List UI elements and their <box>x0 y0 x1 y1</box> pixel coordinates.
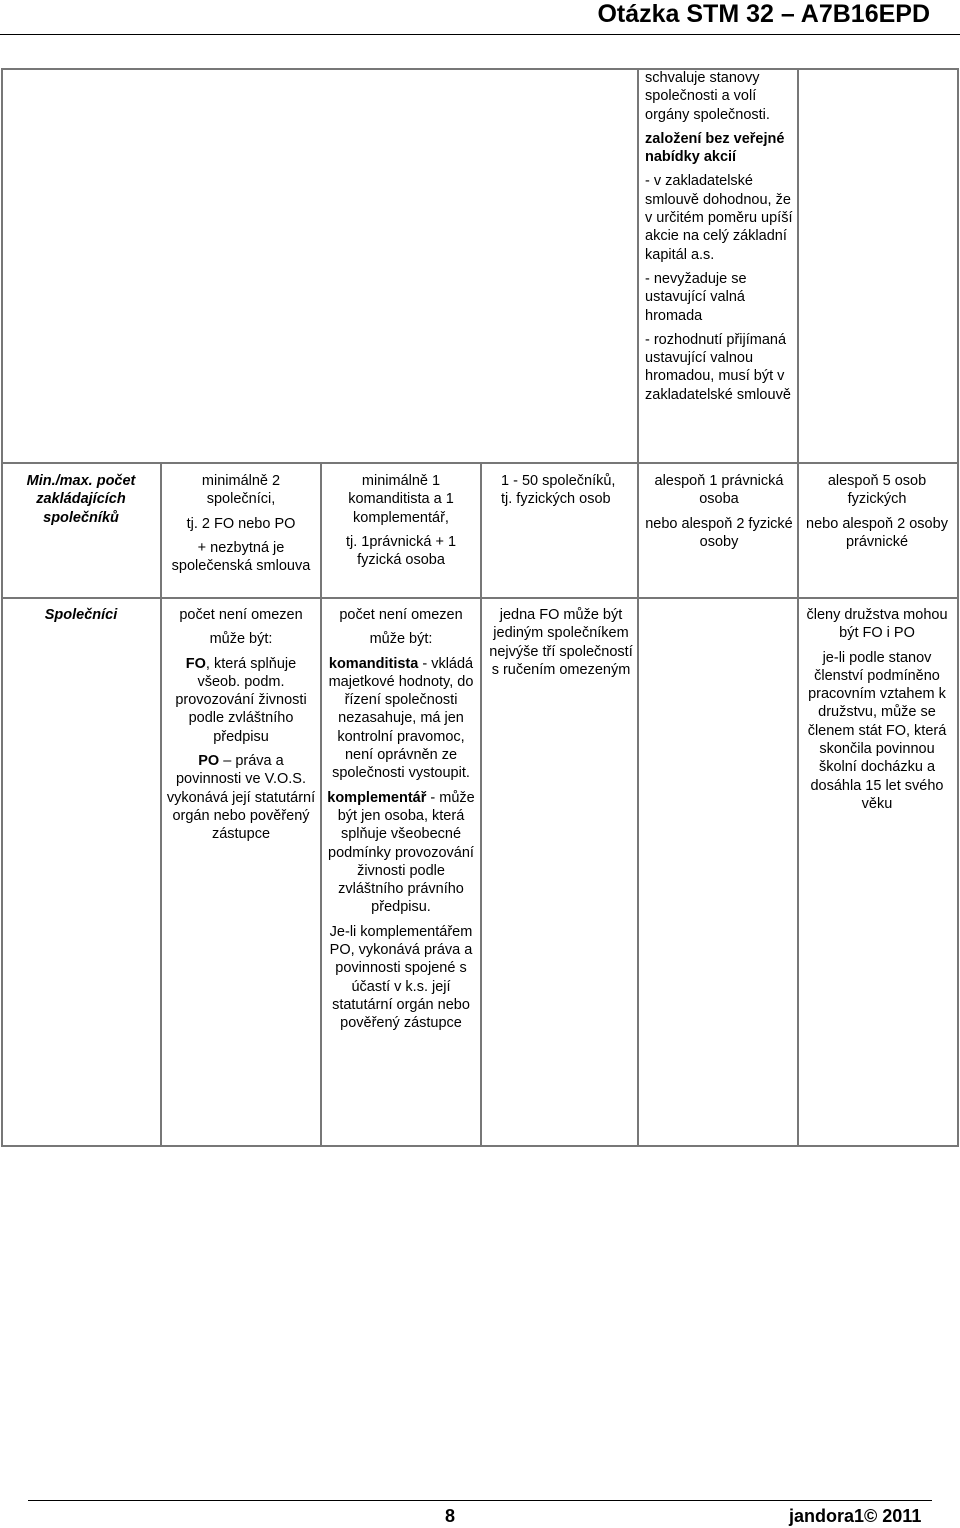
term-text: - vkládá majetkové hodnoty, do řízení společnosti nezasahuje, má jen kontrolní pravomoc, není oprávněn ze společnosti vystoupit. <box>328 655 474 782</box>
header-rule <box>0 34 960 35</box>
term-bold: PO <box>198 753 220 770</box>
table-border-right <box>957 68 959 1147</box>
cell-text: schvaluje stanovy společnosti a volí orgány společnosti. <box>645 70 770 123</box>
term-bold: FO <box>185 655 206 672</box>
table-cell <box>166 472 316 575</box>
table-cell <box>326 606 476 1033</box>
footer-rule <box>28 1500 932 1501</box>
table-cell <box>488 606 634 679</box>
cell-text: je-li podle stanov členství podmíněno pracovním vztahem k družstvu, může se členem stát FO, která skončila povinnou školní docházku a dosáhla 15 let svého věku <box>807 649 947 812</box>
cell-text: + nezbytná je společenská smlouva <box>171 539 311 575</box>
row-label-members: Společníci <box>44 607 118 623</box>
term-text: - může být jen osoba, která splňuje všeobecné podmínky provozování živnosti podle zvláštního právního předpisu. <box>328 789 475 916</box>
footer-author: jandora1© 2011 <box>789 1506 922 1526</box>
table-row-divider <box>1 597 959 599</box>
table-row-divider <box>1 462 959 464</box>
table-col-divider <box>320 462 322 1147</box>
cell-text: 1 - 50 společníků, <box>501 473 616 489</box>
cell-text: jedna FO může být jediným společníkem nejvýše tří společností s ručením omezeným <box>489 607 633 678</box>
table-cell <box>166 606 316 844</box>
cell-text: může být: <box>209 631 273 648</box>
table-cell <box>645 69 795 404</box>
cell-text: minimálně 2 společníci, <box>201 473 281 508</box>
cell-text: alespoň 5 osob fyzických <box>827 473 927 508</box>
cell-text: může být: <box>369 631 433 648</box>
cell-text: nebo alespoň 2 osoby právnické <box>806 515 948 550</box>
page-title: Otázka STM 32 – A7B16EPD <box>597 0 930 28</box>
cell-text: tj. fyzických osob <box>501 491 611 508</box>
table-row-divider <box>1 68 959 70</box>
table-col-divider <box>160 462 162 1147</box>
table-cell <box>644 472 794 551</box>
term-text: , která splňuje všeob. podm. provozování živnosti podle zvláštního předpisu <box>175 655 307 745</box>
table-row-divider <box>1 1145 959 1147</box>
cell-text: - rozhodnutí přijímaná ustavující valnou hromadou, musí být v zakladatelské smlouvě <box>645 331 791 403</box>
table-cell <box>501 472 635 509</box>
cell-text: tj. 2 FO nebo PO <box>186 515 296 532</box>
table-col-divider <box>637 68 639 1147</box>
cell-text: počet není omezen <box>179 607 303 623</box>
page-number: 8 <box>445 1506 456 1526</box>
table-cell <box>326 472 476 569</box>
term-text: – práva a povinnosti ve V.O.S. vykonává její statutární orgán nebo pověřený zástupce <box>166 753 316 843</box>
cell-text: tj. 1právnická + 1 fyzická osoba <box>345 533 457 569</box>
cell-text <box>166 752 316 843</box>
table-border-left <box>1 68 3 1147</box>
table-col-divider <box>797 68 799 1147</box>
cell-text: - v zakladatelské smlouvě dohodnou, že v určitém poměru upíší akcie na celý základní kapitál a.s. <box>645 173 793 263</box>
row-label-founders: Min./max. počet zakládajících společníků <box>26 473 136 526</box>
cell-text: Je-li komplementářem PO, vykonává práva a povinnosti spojené s účastí v k.s. její statutární orgán nebo pověřený zástupce <box>329 923 473 1032</box>
cell-text: minimálně 1 komanditista a 1 komplementář, <box>348 473 454 526</box>
cell-text: - nevyžaduje se ustavující valná hromada <box>645 270 747 324</box>
cell-text: založení bez veřejné nabídky akcií <box>645 130 785 166</box>
term-bold: komanditista <box>328 655 419 672</box>
table-col-divider <box>480 462 482 1147</box>
cell-text: alespoň 1 právnická osoba <box>654 473 784 508</box>
cell-text <box>326 655 476 783</box>
term-bold: komplementář <box>327 789 427 806</box>
table-cell <box>804 472 950 551</box>
cell-text: členy družstva mohou být FO i PO <box>806 607 948 642</box>
cell-text: nebo alespoň 2 fyzické osoby <box>645 515 793 550</box>
cell-text: počet není omezen <box>339 607 463 623</box>
cell-text <box>326 789 476 917</box>
table-cell <box>804 606 950 813</box>
cell-text <box>166 655 316 746</box>
